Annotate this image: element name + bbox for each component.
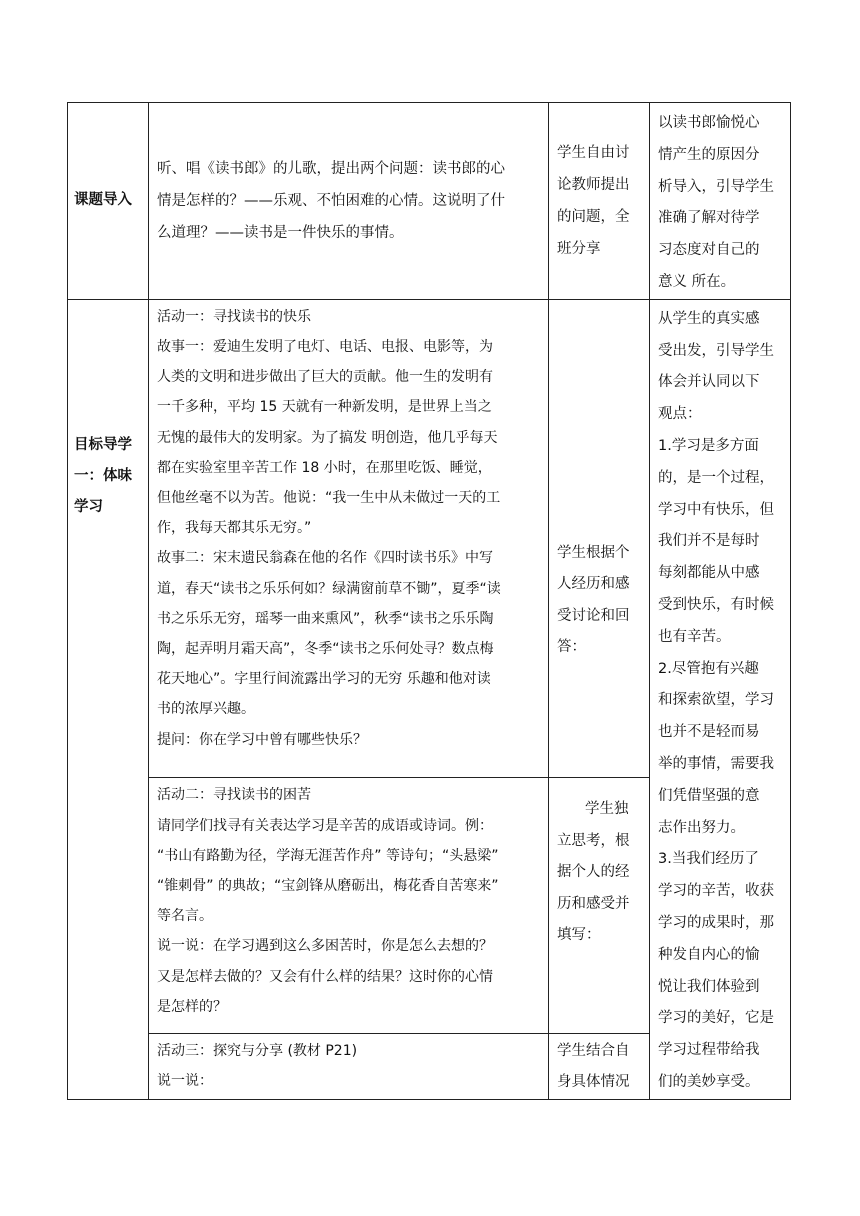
activity1-student: 学生根据个 人经历和感 受讨论和回 答： — [557, 544, 630, 656]
activity3-content: 活动三：探究与分享 (教材 P21) 说一说： — [157, 1042, 358, 1089]
activity2-student: 学生独 立思考，根 据个人的经 历和感受并 填写： — [557, 801, 630, 944]
section-cell-goal — [68, 299, 149, 1099]
section-cell-intro — [68, 103, 149, 300]
activity3-student: 学生结合自 身具体情况 — [557, 1042, 630, 1091]
section-title-goal: 目标导学 一：体味 学习 — [74, 436, 132, 515]
activity1-content: 活动一：寻找读书的快乐 故事一：爱迪生发明了电灯、电话、电报、电影等，为 人类的文明和进步做出了巨大的贡献。他一生的发明有 一千多种，平均 15 天就有一种新发明，是世界上当之 无愧的最伟大的发明家。为了搞发 明创造，他几乎每天 都在实验室里辛苦工作 18 小时，在那里吃饭、睡觉， 但他丝毫不以为苦。他说：“我一生中从未做过一天的工 作，我每天都其乐无穷。” 故事二：宋末遗民翁森在他的名作《四时读书乐》中写 道，春天“读书之乐乐何如？绿满窗前草不锄”，夏季“读 书之乐乐无穷，瑶琴一曲来熏风”，秋季“读书之乐乐陶 陶，起弄明月霜天高”，冬季“读书之乐何处寻？数点梅 花天地心”。字里行间流露出学习的无穷 乐趣和他对读 书的浓厚兴趣。 提问：你在学习中曾有哪些快乐？ — [157, 308, 501, 748]
activity1-cell — [149, 299, 549, 778]
student3-cell — [549, 1033, 650, 1099]
activity3-cell — [149, 1033, 549, 1099]
student2-cell — [549, 778, 650, 1033]
content-cell-intro — [149, 103, 549, 300]
section-title-intro: 课题导入 — [74, 192, 132, 209]
activity2-content: 活动二：寻找读书的困苦 请同学们找寻有关表达学习是辛苦的成语或诗词。例： “书山有路勤为径，学海无涯苦作舟” 等诗句；“头悬梁” “锥刺骨” 的典故；“宝剑锋从磨砺出，梅花香自苦寒来” 等名言。 说一说：在学习遇到这么多困苦时，你是怎么去想的？ 又是怎样去做的？又会有什么样的结果？这时你的心情 是怎样的？ — [157, 787, 499, 1015]
intent-cell-goal — [650, 299, 791, 1099]
student-cell-intro — [549, 103, 650, 300]
intent-cell-intro — [650, 103, 791, 300]
intro-design-intent: 以读书郎愉悦心 情产生的原因分 析导入，引导学生 准确了解对待学 习态度对自己的 意义 所在。 — [658, 115, 774, 290]
goal-design-intent: 从学生的真实感 受出发，引导学生 体会并认同以下 观点： 1.学习是多方面 的，是一个过程， 学习中有快乐，但 我们并不是每时 每刻都能从中感 受到快乐，有时候 也有辛苦。 2.尽管抱有兴趣 和探索欲望，学习 也并不是轻而易 举的事情，需要我 们凭借坚强的意 志作出努力。 3.当我们经历了 学习的辛苦，收获 学习的成果时，那 种发自内心的愉 悦让我们体验到 学习的美好，它是 学习过程带给我 们的美妙享受。 — [658, 310, 774, 1090]
student1-cell — [549, 299, 650, 778]
lesson-plan-table — [67, 102, 791, 1100]
activity2-cell — [149, 778, 549, 1033]
intro-content: 听、唱《读书郎》的儿歌，提出两个问题：读书郎的心 情是怎样的？——乐观、不怕困难的心情。这说明了什 么道理？——读书是一件快乐的事情。 — [157, 160, 505, 241]
intro-student-activity: 学生自由讨 论教师提出 的问题，全 班分享 — [557, 144, 630, 257]
